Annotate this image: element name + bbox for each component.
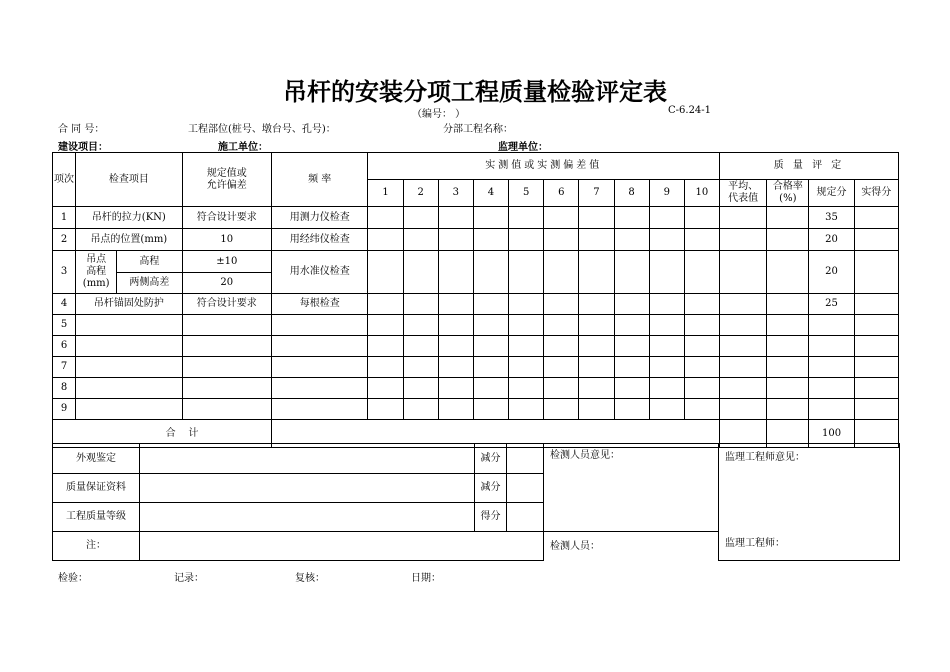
measure-col-1: 1 (368, 180, 403, 207)
measure-cell[interactable] (684, 378, 719, 399)
serial-number-label: （编号： ） (412, 109, 466, 120)
measure-cell[interactable] (614, 399, 649, 420)
header-frequency: 频 率 (271, 153, 367, 207)
measure-cell[interactable] (649, 251, 684, 294)
measure-cell[interactable] (649, 229, 684, 251)
pass-rate-cell[interactable] (767, 251, 809, 294)
measure-cell[interactable] (614, 357, 649, 378)
supervisor-sign-label: 监理工程师： (725, 538, 785, 549)
actual-score-cell[interactable] (854, 294, 898, 315)
measure-cell[interactable] (684, 229, 719, 251)
average-cell[interactable] (720, 336, 767, 357)
pass-rate-cell[interactable] (767, 336, 809, 357)
measure-cell[interactable] (438, 229, 473, 251)
measure-cell[interactable] (368, 315, 403, 336)
row-frequency[interactable] (271, 336, 367, 357)
measure-cell[interactable] (509, 378, 544, 399)
appearance-field[interactable] (140, 444, 475, 474)
contract-no-label: 合 同 号： (58, 124, 105, 135)
row-item[interactable] (76, 357, 182, 378)
table-row (53, 207, 899, 229)
gain-field[interactable] (507, 503, 544, 532)
measure-cell[interactable] (614, 251, 649, 294)
row-item: 吊杆锚固处防护 (76, 294, 182, 315)
measure-col-2: 2 (403, 180, 438, 207)
measure-cell[interactable] (684, 336, 719, 357)
actual-score-cell[interactable] (854, 229, 898, 251)
row-spec: ±10 (182, 251, 271, 273)
total-spec-score: 100 (809, 420, 854, 448)
row-item: 吊杆的拉力(KN) (76, 207, 182, 229)
measure-cell[interactable] (649, 294, 684, 315)
measure-col-4: 4 (473, 180, 508, 207)
row-item-group: 吊点 高程 (mm) (76, 251, 117, 294)
gain-label: 得分 (475, 503, 507, 532)
work-location-label: 工程部位(桩号、墩台号、孔号)： (188, 124, 336, 135)
row-spec: 10 (182, 229, 271, 251)
table-row (53, 336, 899, 357)
measure-cell[interactable] (509, 399, 544, 420)
measure-cell[interactable] (403, 336, 438, 357)
row-spec: 符合设计要求 (182, 207, 271, 229)
measure-cell[interactable] (473, 229, 508, 251)
deduct-field-1[interactable] (507, 444, 544, 474)
measure-col-10: 10 (684, 180, 719, 207)
row-no: 6 (53, 336, 76, 357)
pass-rate-cell[interactable] (767, 357, 809, 378)
quality-docs-label: 质量保证资料 (53, 474, 140, 503)
table-row (53, 378, 899, 399)
row-sub-item: 两侧高差 (117, 273, 182, 294)
measure-cell[interactable] (438, 399, 473, 420)
measure-cell[interactable] (614, 229, 649, 251)
table-row (53, 315, 899, 336)
actual-score-cell[interactable] (854, 336, 898, 357)
row-spec[interactable] (182, 399, 271, 420)
table-row (53, 357, 899, 378)
pass-rate-cell[interactable] (767, 207, 809, 229)
construction-project-label: 建设项目： (58, 142, 108, 153)
measure-col-7: 7 (579, 180, 614, 207)
measure-cell[interactable] (614, 294, 649, 315)
header-measured: 实测值或实测偏差值 (368, 153, 720, 180)
measure-cell[interactable] (473, 251, 508, 294)
deduct-label-1: 减分 (475, 444, 507, 474)
measure-cell[interactable] (368, 357, 403, 378)
measure-cell[interactable] (579, 399, 614, 420)
measure-cell[interactable] (614, 336, 649, 357)
measure-cell[interactable] (368, 399, 403, 420)
actual-score-cell[interactable] (854, 357, 898, 378)
row-spec[interactable] (182, 357, 271, 378)
row-spec[interactable] (182, 378, 271, 399)
footer-date-label: 日期： (411, 573, 441, 584)
table-row (53, 229, 899, 251)
measure-cell[interactable] (544, 399, 579, 420)
row-item: 吊点的位置(mm) (76, 229, 182, 251)
form-code: C-6.24-1 (668, 105, 712, 116)
measure-cell[interactable] (579, 229, 614, 251)
average-cell[interactable] (720, 229, 767, 251)
supervision-unit-label: 监理单位： (498, 142, 548, 153)
measure-cell[interactable] (579, 251, 614, 294)
pass-rate-cell[interactable] (767, 229, 809, 251)
measure-cell[interactable] (473, 315, 508, 336)
quality-docs-field[interactable] (140, 474, 475, 503)
measure-cell[interactable] (368, 251, 403, 294)
spec-score-cell[interactable] (809, 357, 854, 378)
measure-cell[interactable] (544, 315, 579, 336)
measure-cell[interactable] (509, 207, 544, 229)
measure-cell[interactable] (544, 336, 579, 357)
header-average: 平均、 代表值 (720, 180, 767, 207)
measure-cell[interactable] (368, 336, 403, 357)
notes-label: 注： (53, 532, 140, 561)
row-spec: 符合设计要求 (182, 294, 271, 315)
measure-cell[interactable] (649, 399, 684, 420)
actual-score-cell[interactable] (854, 207, 898, 229)
measure-cell[interactable] (438, 378, 473, 399)
measure-cell[interactable] (438, 336, 473, 357)
measure-cell[interactable] (403, 251, 438, 294)
actual-score-cell[interactable] (854, 399, 898, 420)
row-spec-score: 20 (809, 229, 854, 251)
row-no: 3 (53, 251, 76, 294)
row-no: 9 (53, 399, 76, 420)
measure-cell[interactable] (579, 336, 614, 357)
row-sub-item: 高程 (117, 251, 182, 273)
measure-cell[interactable] (614, 207, 649, 229)
row-item[interactable] (76, 315, 182, 336)
measure-col-6: 6 (544, 180, 579, 207)
header-actual-score: 实得分 (854, 180, 898, 207)
measure-cell[interactable] (368, 229, 403, 251)
measure-cell[interactable] (579, 207, 614, 229)
sub-project-label: 分部工程名称： (443, 124, 513, 135)
grade-field[interactable] (140, 503, 475, 532)
average-cell[interactable] (720, 357, 767, 378)
row-frequency: 用经纬仪检查 (271, 229, 367, 251)
pass-rate-cell[interactable] (767, 294, 809, 315)
measure-cell[interactable] (509, 336, 544, 357)
deduct-label-2: 减分 (475, 474, 507, 503)
measure-cell[interactable] (403, 207, 438, 229)
actual-score-cell[interactable] (854, 251, 898, 294)
measure-col-8: 8 (614, 180, 649, 207)
pass-rate-cell[interactable] (767, 378, 809, 399)
measure-cell[interactable] (403, 229, 438, 251)
measure-cell[interactable] (438, 315, 473, 336)
measure-col-9: 9 (649, 180, 684, 207)
page-title: 吊杆的安装分项工程质量检验评定表 (283, 78, 667, 106)
spec-score-cell[interactable] (809, 399, 854, 420)
row-frequency[interactable] (271, 315, 367, 336)
table-row (53, 251, 899, 273)
row-no: 2 (53, 229, 76, 251)
row-no: 8 (53, 378, 76, 399)
table-row (53, 399, 899, 420)
average-cell[interactable] (720, 207, 767, 229)
row-item[interactable] (76, 399, 182, 420)
row-spec-score: 20 (809, 251, 854, 294)
inspector-opinion-label: 检测人员意见： (544, 444, 719, 532)
row-item[interactable] (76, 378, 182, 399)
measure-cell[interactable] (368, 294, 403, 315)
measure-cell[interactable] (544, 357, 579, 378)
header-spec: 规定值或 允许偏差 (182, 153, 271, 207)
footer-review-label: 复核： (295, 573, 325, 584)
evaluation-table (52, 443, 900, 561)
average-cell[interactable] (720, 315, 767, 336)
row-no: 4 (53, 294, 76, 315)
measure-cell[interactable] (684, 399, 719, 420)
actual-score-cell[interactable] (854, 378, 898, 399)
construction-unit-label: 施工单位： (218, 142, 268, 153)
average-cell[interactable] (720, 294, 767, 315)
measure-cell[interactable] (544, 251, 579, 294)
measure-cell[interactable] (473, 294, 508, 315)
measure-cell[interactable] (544, 378, 579, 399)
row-frequency: 每根检查 (271, 294, 367, 315)
average-cell[interactable] (720, 378, 767, 399)
measure-cell[interactable] (649, 378, 684, 399)
header-check-item: 检查项目 (76, 153, 182, 207)
row-frequency: 用水准仪检查 (271, 251, 367, 294)
measure-cell[interactable] (579, 378, 614, 399)
row-spec-score: 25 (809, 294, 854, 315)
footer-check-label: 检验： (58, 573, 88, 584)
measure-cell[interactable] (684, 207, 719, 229)
appearance-label: 外观鉴定 (53, 444, 140, 474)
spec-score-cell[interactable] (809, 315, 854, 336)
measure-cell[interactable] (544, 207, 579, 229)
measure-cell[interactable] (438, 251, 473, 294)
measure-cell[interactable] (684, 315, 719, 336)
spec-score-cell[interactable] (809, 378, 854, 399)
header-item-no: 项次 (53, 153, 76, 207)
measure-cell[interactable] (509, 229, 544, 251)
measure-cell[interactable] (368, 207, 403, 229)
spec-score-cell[interactable] (809, 336, 854, 357)
inspection-table (52, 152, 899, 448)
measure-cell[interactable] (509, 357, 544, 378)
row-spec[interactable] (182, 336, 271, 357)
inspector-sign-label: 检测人员： (544, 532, 719, 561)
measure-cell[interactable] (473, 378, 508, 399)
measure-cell[interactable] (403, 357, 438, 378)
measure-cell[interactable] (544, 294, 579, 315)
measure-cell[interactable] (438, 357, 473, 378)
measure-cell[interactable] (544, 229, 579, 251)
measure-cell[interactable] (509, 294, 544, 315)
pass-rate-cell[interactable] (767, 399, 809, 420)
measure-cell[interactable] (684, 294, 719, 315)
measure-col-5: 5 (509, 180, 544, 207)
measure-cell[interactable] (403, 378, 438, 399)
measure-cell[interactable] (473, 399, 508, 420)
actual-score-cell[interactable] (854, 315, 898, 336)
measure-cell[interactable] (403, 399, 438, 420)
supervisor-opinion-label: 监理工程师意见： (725, 452, 805, 463)
measure-cell[interactable] (649, 315, 684, 336)
row-spec-score: 35 (809, 207, 854, 229)
deduct-field-2[interactable] (507, 474, 544, 503)
measure-cell[interactable] (579, 357, 614, 378)
row-frequency[interactable] (271, 399, 367, 420)
measure-cell[interactable] (473, 357, 508, 378)
measure-col-3: 3 (438, 180, 473, 207)
measure-cell[interactable] (614, 378, 649, 399)
measure-cell[interactable] (473, 207, 508, 229)
table-row (53, 294, 899, 315)
footer-record-label: 记录： (174, 573, 204, 584)
average-cell[interactable] (720, 399, 767, 420)
measure-cell[interactable] (614, 315, 649, 336)
header-spec-score: 规定分 (809, 180, 854, 207)
row-frequency[interactable] (271, 357, 367, 378)
measure-cell[interactable] (403, 294, 438, 315)
measure-cell[interactable] (649, 207, 684, 229)
measure-cell[interactable] (684, 251, 719, 294)
row-item[interactable] (76, 336, 182, 357)
header-quality: 质 量 评 定 (720, 153, 899, 180)
row-frequency: 用测力仪检查 (271, 207, 367, 229)
measure-cell[interactable] (684, 357, 719, 378)
total-label: 合 计 (53, 420, 272, 448)
measure-cell[interactable] (579, 294, 614, 315)
grade-label: 工程质量等级 (53, 503, 140, 532)
measure-cell[interactable] (509, 315, 544, 336)
measure-cell[interactable] (509, 251, 544, 294)
measure-cell[interactable] (403, 315, 438, 336)
header-pass-rate: 合格率 (%) (767, 180, 809, 207)
measure-cell[interactable] (438, 294, 473, 315)
row-spec: 20 (182, 273, 271, 294)
row-spec[interactable] (182, 315, 271, 336)
row-frequency[interactable] (271, 378, 367, 399)
measure-cell[interactable] (579, 315, 614, 336)
row-no: 5 (53, 315, 76, 336)
measure-cell[interactable] (438, 207, 473, 229)
average-cell[interactable] (720, 251, 767, 294)
pass-rate-cell[interactable] (767, 315, 809, 336)
notes-field[interactable] (140, 532, 544, 561)
measure-cell[interactable] (649, 336, 684, 357)
measure-cell[interactable] (649, 357, 684, 378)
measure-cell[interactable] (473, 336, 508, 357)
row-no: 7 (53, 357, 76, 378)
supervisor-box (719, 444, 900, 561)
measure-cell[interactable] (368, 378, 403, 399)
row-no: 1 (53, 207, 76, 229)
